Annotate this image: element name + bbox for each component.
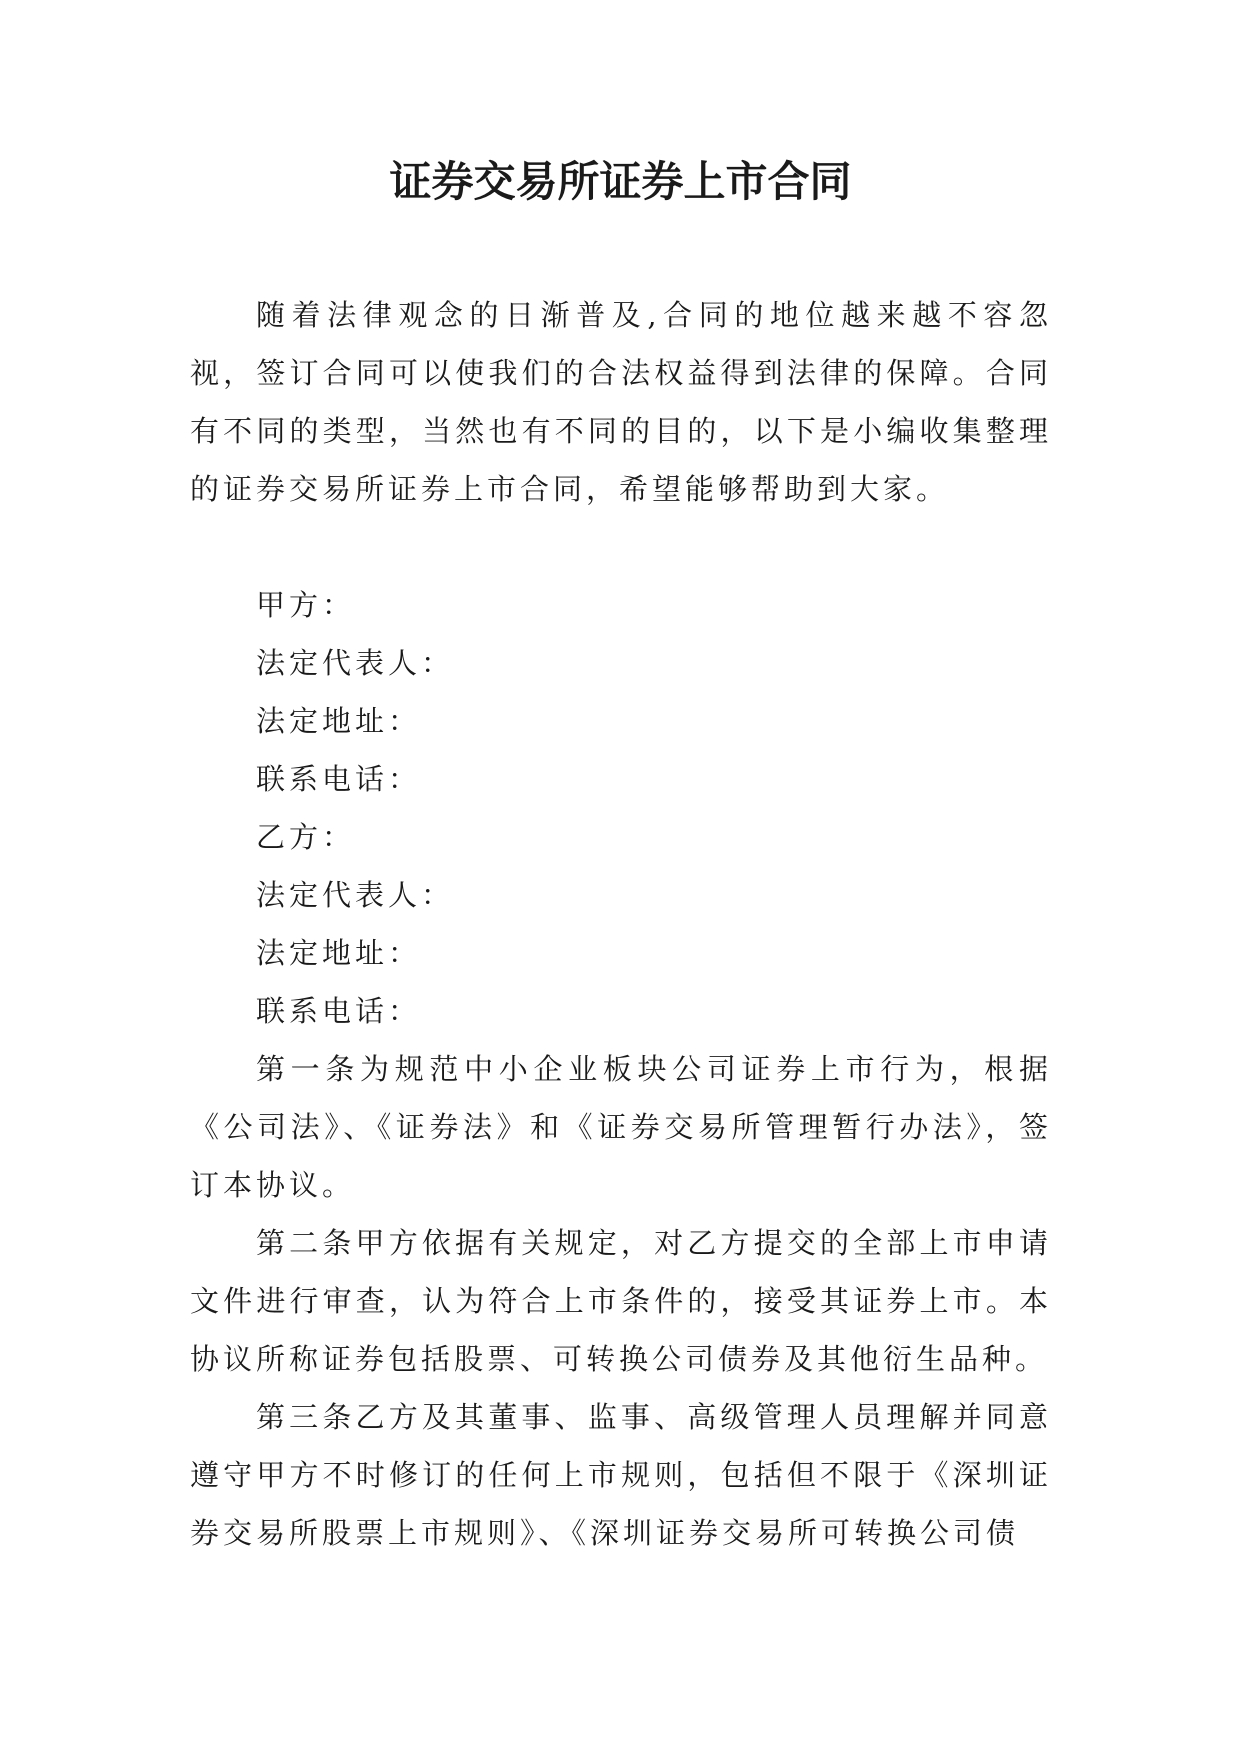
document-title: 证券交易所证券上市合同 [389,157,852,206]
party-a-representative-label: 法定代表人： [256,646,455,680]
article-3: 第三条乙方及其董事、监事、高级管理人员理解并同意遵守甲方不时修订的任何上市规则，包括但不限于《深圳证券交易所股票上市规则》、《深圳证券交易所可转换公司债 [190,1400,1052,1550]
party-a-phone-label: 联系电话： [256,762,422,796]
party-a-address-label: 法定地址： [256,704,422,738]
party-a-label: 甲方： [256,588,356,622]
party-b-address-label: 法定地址： [256,936,422,970]
article-2: 第二条甲方依据有关规定，对乙方提交的全部上市申请文件进行审查，认为符合上市条件的，接受其证券上市。本协议所称证券包括股票、可转换公司债券及其他衍生品种。 [190,1226,1052,1376]
party-b-phone-label: 联系电话： [256,994,422,1028]
intro-paragraph: 随着法律观念的日渐普及,合同的地位越来越不容忽视，签订合同可以使我们的合法权益得到法律的保障。合同有不同的类型，当然也有不同的目的，以下是小编收集整理的证券交易所证券上市合同，希望能够帮助到大家。 [190,298,1052,506]
article-1: 第一条为规范中小企业板块公司证券上市行为，根据《公司法》、《证券法》和《证券交易所管理暂行办法》，签订本协议。 [190,1052,1052,1202]
paragraph-gap [190,518,1052,576]
document-body [190,286,1052,1562]
party-b-label: 乙方： [256,820,356,854]
party-b-representative-label: 法定代表人： [256,878,455,912]
